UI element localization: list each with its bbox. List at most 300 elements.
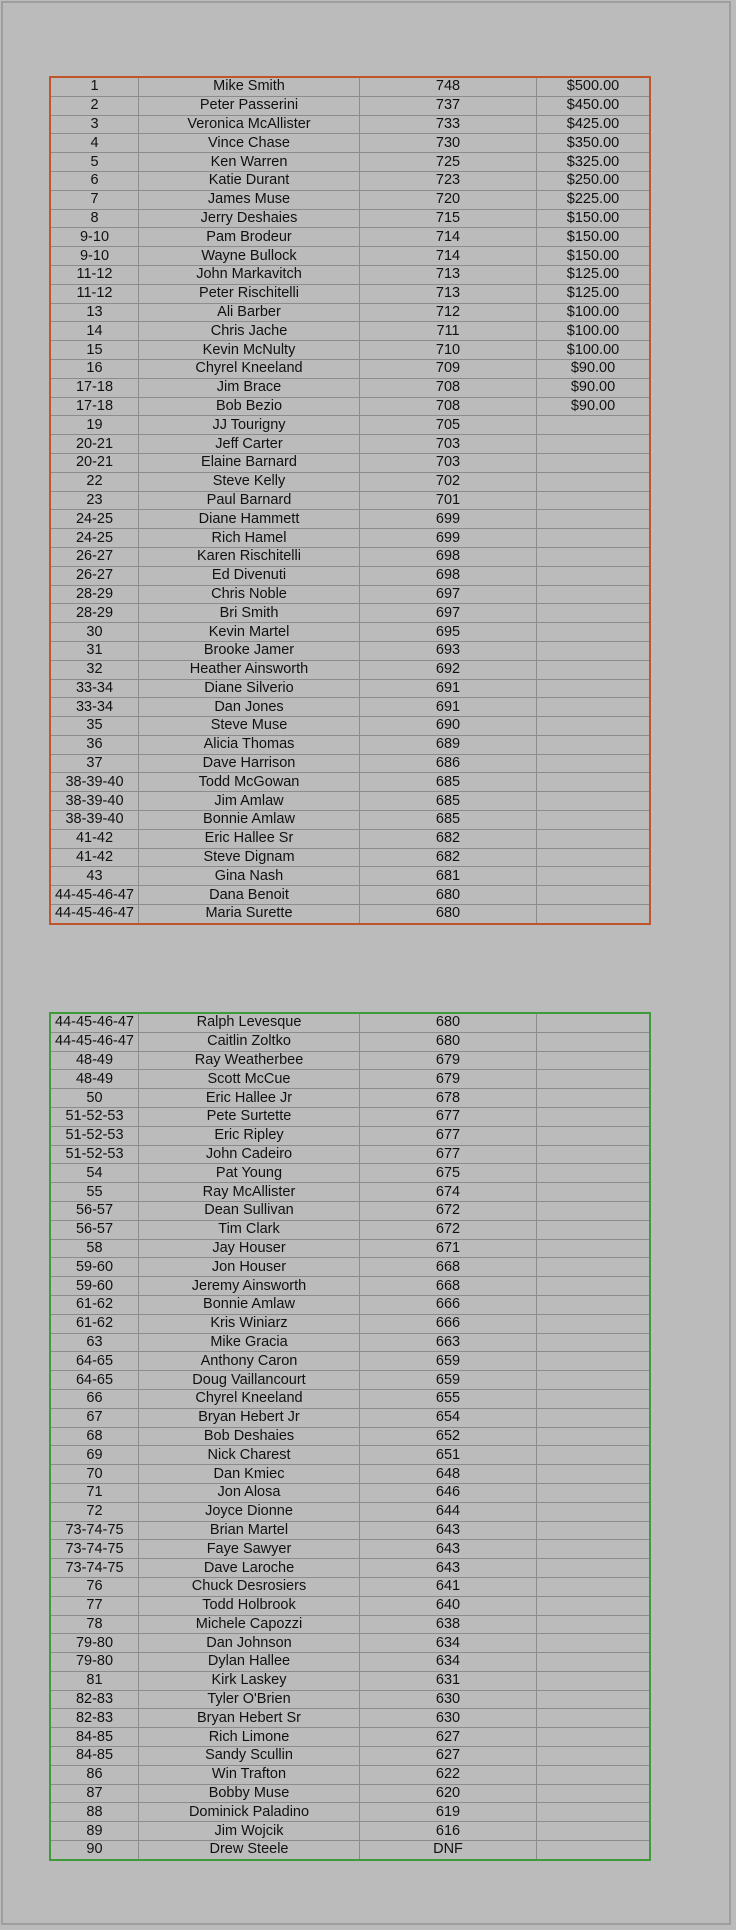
rank-cell: 63 [50,1333,139,1352]
prize-cell [537,1615,651,1634]
prize-cell [537,1521,651,1540]
name-cell: Mike Smith [139,77,360,96]
prize-cell: $150.00 [537,228,651,247]
rank-cell: 87 [50,1784,139,1803]
score-cell: 655 [360,1389,537,1408]
rank-cell: 56-57 [50,1220,139,1239]
table-row [50,1521,650,1540]
prize-cell [537,416,651,435]
table-row [50,378,650,397]
table-row [50,1446,650,1465]
name-cell: Bri Smith [139,604,360,623]
name-cell: Jim Amlaw [139,792,360,811]
prize-cell [537,566,651,585]
prize-cell [537,1653,651,1672]
name-cell: Ray McAllister [139,1183,360,1202]
rank-cell: 55 [50,1183,139,1202]
prize-cell [537,1089,651,1108]
rank-cell: 44-45-46-47 [50,905,139,924]
name-cell: Bryan Hebert Sr [139,1709,360,1728]
rank-cell: 28-29 [50,585,139,604]
score-cell: 693 [360,641,537,660]
rank-cell: 20-21 [50,453,139,472]
table-row [50,491,650,510]
rank-cell: 31 [50,641,139,660]
prize-cell [537,829,651,848]
name-cell: Mike Gracia [139,1333,360,1352]
prize-cell [537,1239,651,1258]
name-cell: Ralph Levesque [139,1013,360,1032]
score-cell: 634 [360,1634,537,1653]
table-row [50,1765,650,1784]
table-row [50,115,650,134]
name-cell: Kris Winiarz [139,1314,360,1333]
score-cell: 713 [360,284,537,303]
table-row [50,265,650,284]
name-cell: Dan Kmiec [139,1465,360,1484]
name-cell: Diane Silverio [139,679,360,698]
prize-cell [537,679,651,698]
name-cell: Jim Wojcik [139,1822,360,1841]
name-cell: Wayne Bullock [139,247,360,266]
name-cell: Michele Capozzi [139,1615,360,1634]
score-cell: 643 [360,1559,537,1578]
table-row [50,792,650,811]
rank-cell: 13 [50,303,139,322]
rank-cell: 81 [50,1671,139,1690]
score-cell: 646 [360,1483,537,1502]
name-cell: Pam Brodeur [139,228,360,247]
name-cell: Steve Kelly [139,472,360,491]
prize-cell [537,1747,651,1766]
rank-cell: 51-52-53 [50,1145,139,1164]
name-cell: Vince Chase [139,134,360,153]
table-row [50,566,650,585]
rank-cell: 24-25 [50,529,139,548]
table-row [50,1107,650,1126]
prize-cell [537,1032,651,1051]
score-cell: 619 [360,1803,537,1822]
score-cell: 730 [360,134,537,153]
prize-cell: $150.00 [537,209,651,228]
table-row [50,1183,650,1202]
rank-cell: 58 [50,1239,139,1258]
rank-cell: 6 [50,171,139,190]
score-cell: 652 [360,1427,537,1446]
score-cell: 705 [360,416,537,435]
score-cell: 638 [360,1615,537,1634]
score-cell: 677 [360,1126,537,1145]
name-cell: Drew Steele [139,1841,360,1860]
score-cell: 715 [360,209,537,228]
prize-cell: $90.00 [537,378,651,397]
score-cell: 622 [360,1765,537,1784]
name-cell: Dan Jones [139,698,360,717]
name-cell: Kirk Laskey [139,1671,360,1690]
rank-cell: 22 [50,472,139,491]
score-cell: 697 [360,604,537,623]
name-cell: Bob Bezio [139,397,360,416]
score-cell: 712 [360,303,537,322]
table-row [50,1089,650,1108]
name-cell: Ken Warren [139,153,360,172]
name-cell: JJ Tourigny [139,416,360,435]
name-cell: Dominick Paladino [139,1803,360,1822]
prize-cell: $500.00 [537,77,651,96]
rank-cell: 8 [50,209,139,228]
name-cell: Eric Hallee Sr [139,829,360,848]
name-cell: Diane Hammett [139,510,360,529]
name-cell: Ali Barber [139,303,360,322]
rank-cell: 71 [50,1483,139,1502]
prize-cell [537,1183,651,1202]
table-row [50,1314,650,1333]
rank-cell: 26-27 [50,566,139,585]
rank-cell: 59-60 [50,1258,139,1277]
table-row [50,829,650,848]
table-row [50,717,650,736]
prize-cell [537,1051,651,1070]
rank-cell: 66 [50,1389,139,1408]
prize-cell [537,1446,651,1465]
rank-cell: 64-65 [50,1371,139,1390]
score-cell: 627 [360,1747,537,1766]
rank-cell: 59-60 [50,1277,139,1296]
score-cell: 698 [360,566,537,585]
rank-cell: 90 [50,1841,139,1860]
rank-cell: 44-45-46-47 [50,1032,139,1051]
table-row [50,359,650,378]
score-cell: 720 [360,190,537,209]
prize-cell [537,735,651,754]
name-cell: Paul Barnard [139,491,360,510]
rank-cell: 73-74-75 [50,1521,139,1540]
score-cell: 748 [360,77,537,96]
score-cell: 672 [360,1220,537,1239]
table-row [50,190,650,209]
score-cell: 689 [360,735,537,754]
prize-cell: $90.00 [537,397,651,416]
name-cell: Gina Nash [139,867,360,886]
table-row [50,547,650,566]
table-row [50,341,650,360]
prize-cell [537,886,651,905]
prize-cell [537,641,651,660]
table-row [50,848,650,867]
score-cell: 641 [360,1577,537,1596]
table-row [50,1784,650,1803]
prize-cell: $425.00 [537,115,651,134]
prize-cell [537,1013,651,1032]
rank-cell: 2 [50,96,139,115]
prize-cell [537,660,651,679]
table-row [50,679,650,698]
prize-cell [537,1728,651,1747]
table-row [50,1653,650,1672]
name-cell: Bobby Muse [139,1784,360,1803]
table-row [50,209,650,228]
rank-cell: 44-45-46-47 [50,886,139,905]
score-cell: 699 [360,529,537,548]
score-cell: 666 [360,1314,537,1333]
table-row [50,1728,650,1747]
score-cell: 640 [360,1596,537,1615]
rank-cell: 32 [50,660,139,679]
score-cell: 708 [360,397,537,416]
prize-cell [537,792,651,811]
name-cell: John Cadeiro [139,1145,360,1164]
score-cell: 627 [360,1728,537,1747]
table-row [50,96,650,115]
results-table-bottom-body [50,1013,650,1860]
rank-cell: 50 [50,1089,139,1108]
score-cell: 677 [360,1107,537,1126]
rank-cell: 68 [50,1427,139,1446]
prize-cell [537,1540,651,1559]
prize-cell: $100.00 [537,303,651,322]
rank-cell: 86 [50,1765,139,1784]
score-cell: 682 [360,848,537,867]
table-row [50,472,650,491]
rank-cell: 69 [50,1446,139,1465]
table-row [50,1220,650,1239]
name-cell: Kevin McNulty [139,341,360,360]
name-cell: James Muse [139,190,360,209]
prize-cell [537,1408,651,1427]
table-row [50,1634,650,1653]
score-cell: 733 [360,115,537,134]
score-cell: 679 [360,1070,537,1089]
name-cell: Chuck Desrosiers [139,1577,360,1596]
table-row [50,1295,650,1314]
prize-cell [537,1765,651,1784]
name-cell: Nick Charest [139,1446,360,1465]
rank-cell: 35 [50,717,139,736]
prize-cell [537,754,651,773]
table-row [50,886,650,905]
name-cell: Eric Ripley [139,1126,360,1145]
prize-cell [537,472,651,491]
rank-cell: 24-25 [50,510,139,529]
name-cell: Bonnie Amlaw [139,811,360,830]
rank-cell: 17-18 [50,378,139,397]
table-row [50,867,650,886]
prize-cell [537,1352,651,1371]
table-row [50,1671,650,1690]
rank-cell: 38-39-40 [50,773,139,792]
prize-cell [537,1201,651,1220]
rank-cell: 7 [50,190,139,209]
rank-cell: 82-83 [50,1709,139,1728]
score-cell: 630 [360,1690,537,1709]
name-cell: Scott McCue [139,1070,360,1089]
name-cell: Ed Divenuti [139,566,360,585]
table-row [50,1333,650,1352]
score-cell: 680 [360,1032,537,1051]
score-cell: 680 [360,886,537,905]
score-cell: 666 [360,1295,537,1314]
name-cell: John Markavitch [139,265,360,284]
name-cell: Jerry Deshaies [139,209,360,228]
table-row [50,1540,650,1559]
name-cell: Todd McGowan [139,773,360,792]
table-row [50,1822,650,1841]
score-cell: 708 [360,378,537,397]
score-cell: 630 [360,1709,537,1728]
rank-cell: 88 [50,1803,139,1822]
name-cell: Steve Muse [139,717,360,736]
prize-cell: $125.00 [537,265,651,284]
name-cell: Doug Vaillancourt [139,1371,360,1390]
score-cell: 671 [360,1239,537,1258]
prize-cell [537,1126,651,1145]
name-cell: Veronica McAllister [139,115,360,134]
prize-cell [537,1596,651,1615]
name-cell: Maria Surette [139,905,360,924]
table-row [50,1690,650,1709]
name-cell: Todd Holbrook [139,1596,360,1615]
table-row [50,811,650,830]
score-cell: 678 [360,1089,537,1108]
prize-cell: $250.00 [537,171,651,190]
score-cell: 703 [360,435,537,454]
prize-cell [537,1277,651,1296]
prize-cell [537,1502,651,1521]
table-row [50,905,650,924]
prize-cell: $225.00 [537,190,651,209]
table-row [50,1371,650,1390]
prize-cell [537,717,651,736]
name-cell: Tyler O'Brien [139,1690,360,1709]
score-cell: 677 [360,1145,537,1164]
table-row [50,134,650,153]
name-cell: Chyrel Kneeland [139,359,360,378]
prize-cell [537,585,651,604]
name-cell: Karen Rischitelli [139,547,360,566]
prize-cell [537,1803,651,1822]
name-cell: Kevin Martel [139,623,360,642]
prize-cell [537,1709,651,1728]
prize-cell [537,604,651,623]
prize-cell [537,453,651,472]
table-row [50,585,650,604]
table-row [50,754,650,773]
table-row [50,735,650,754]
table-row [50,228,650,247]
score-cell: 651 [360,1446,537,1465]
table-row [50,1408,650,1427]
score-cell: 680 [360,905,537,924]
prize-cell [537,1690,651,1709]
rank-cell: 73-74-75 [50,1540,139,1559]
table-row [50,1427,650,1446]
prize-cell [537,1107,651,1126]
prize-cell [537,1389,651,1408]
name-cell: Peter Rischitelli [139,284,360,303]
rank-cell: 56-57 [50,1201,139,1220]
rank-cell: 54 [50,1164,139,1183]
score-cell: 672 [360,1201,537,1220]
score-cell: 631 [360,1671,537,1690]
table-row [50,416,650,435]
rank-cell: 38-39-40 [50,811,139,830]
table-row [50,641,650,660]
score-cell: 681 [360,867,537,886]
name-cell: Pete Surtette [139,1107,360,1126]
table-row [50,397,650,416]
name-cell: Dan Johnson [139,1634,360,1653]
name-cell: Jeff Carter [139,435,360,454]
name-cell: Brooke Jamer [139,641,360,660]
table-row [50,1164,650,1183]
rank-cell: 84-85 [50,1728,139,1747]
rank-cell: 51-52-53 [50,1126,139,1145]
name-cell: Chris Noble [139,585,360,604]
rank-cell: 44-45-46-47 [50,1013,139,1032]
score-cell: 659 [360,1352,537,1371]
table-row [50,1145,650,1164]
prize-cell [537,867,651,886]
rank-cell: 15 [50,341,139,360]
score-cell: 663 [360,1333,537,1352]
prize-cell: $450.00 [537,96,651,115]
rank-cell: 28-29 [50,604,139,623]
rank-cell: 41-42 [50,829,139,848]
rank-cell: 89 [50,1822,139,1841]
score-cell: 685 [360,811,537,830]
score-cell: 702 [360,472,537,491]
table-row [50,1615,650,1634]
prize-cell [537,1070,651,1089]
score-cell: 725 [360,153,537,172]
name-cell: Peter Passerini [139,96,360,115]
name-cell: Joyce Dionne [139,1502,360,1521]
name-cell: Elaine Barnard [139,453,360,472]
name-cell: Tim Clark [139,1220,360,1239]
name-cell: Win Trafton [139,1765,360,1784]
prize-cell: $325.00 [537,153,651,172]
name-cell: Steve Dignam [139,848,360,867]
table-row [50,1747,650,1766]
prize-cell [537,623,651,642]
score-cell: 695 [360,623,537,642]
score-cell: 713 [360,265,537,284]
table-row [50,510,650,529]
rank-cell: 26-27 [50,547,139,566]
name-cell: Rich Hamel [139,529,360,548]
name-cell: Alicia Thomas [139,735,360,754]
results-table-top [49,76,651,925]
rank-cell: 48-49 [50,1070,139,1089]
name-cell: Dana Benoit [139,886,360,905]
table-row [50,698,650,717]
rank-cell: 11-12 [50,284,139,303]
prize-cell [537,1483,651,1502]
score-cell: 643 [360,1540,537,1559]
table-row [50,1803,650,1822]
rank-cell: 23 [50,491,139,510]
prize-cell [537,1559,651,1578]
prize-cell [537,1465,651,1484]
name-cell: Faye Sawyer [139,1540,360,1559]
rank-cell: 82-83 [50,1690,139,1709]
table-row [50,153,650,172]
score-cell: 711 [360,322,537,341]
rank-cell: 43 [50,867,139,886]
table-row [50,773,650,792]
name-cell: Jon Alosa [139,1483,360,1502]
table-row [50,1201,650,1220]
